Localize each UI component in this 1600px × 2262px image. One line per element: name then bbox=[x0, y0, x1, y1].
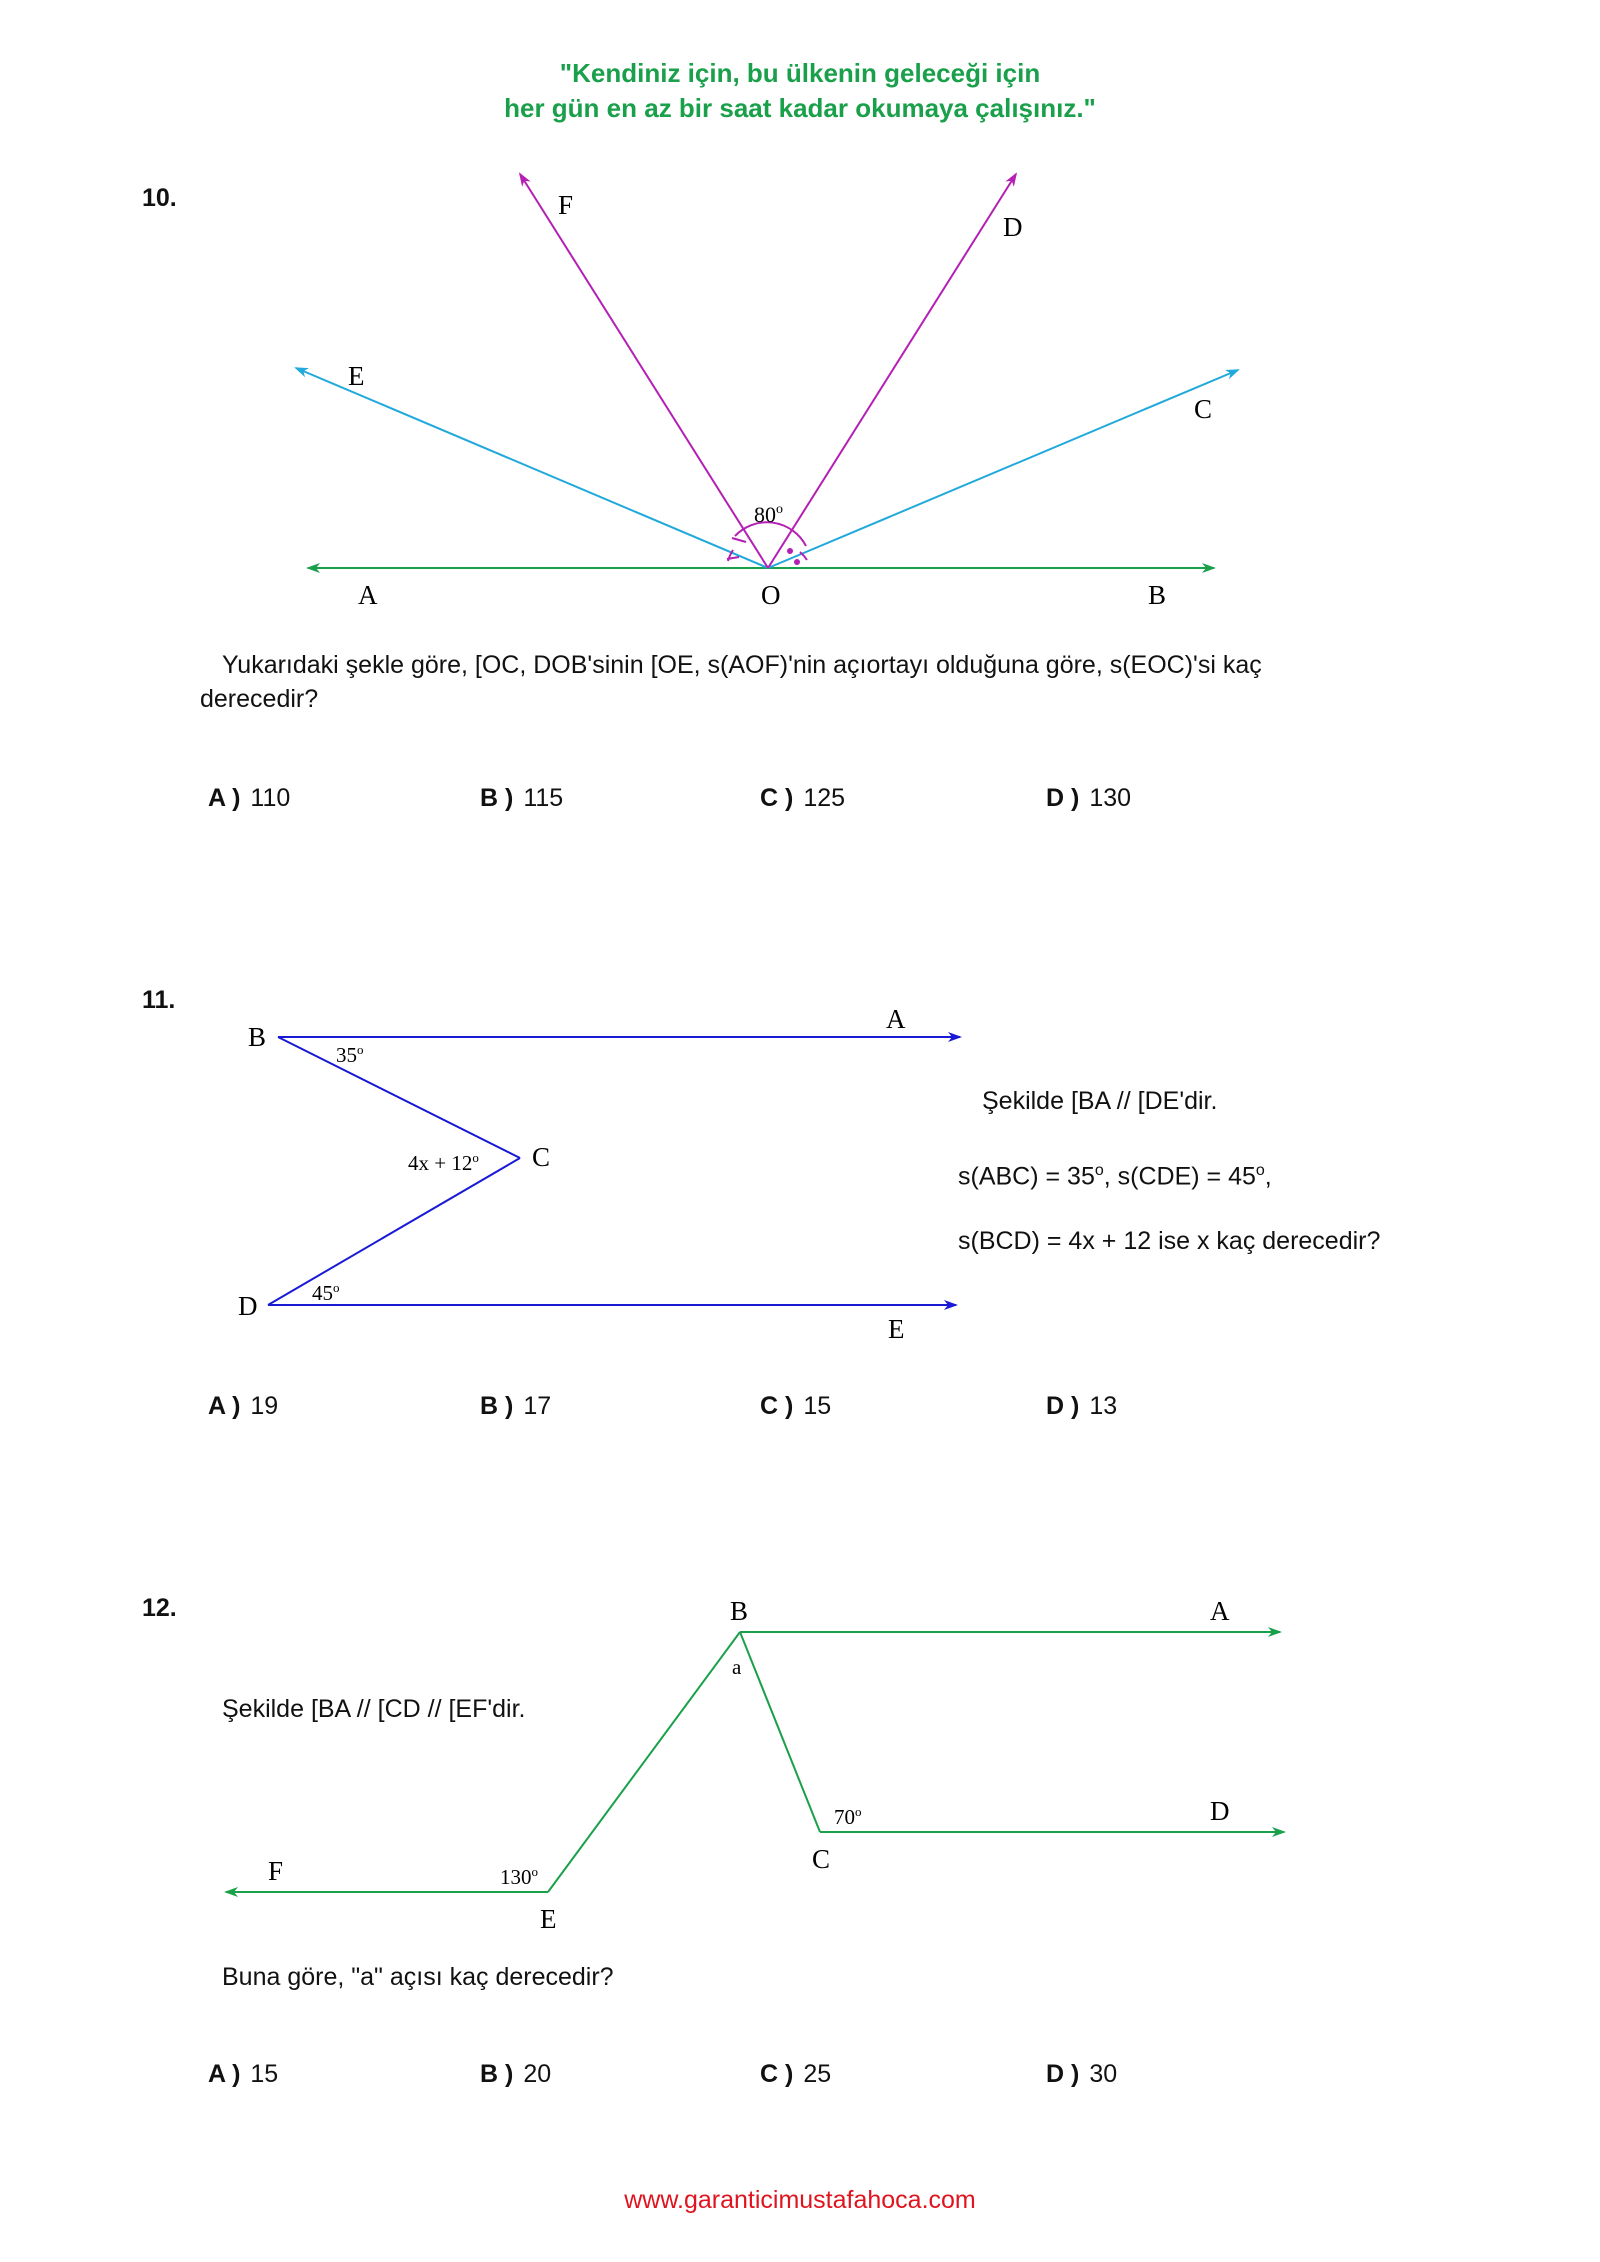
q10-option-a[interactable] bbox=[208, 784, 290, 813]
question-10-number: 10. bbox=[142, 184, 177, 212]
label-e: E bbox=[540, 1904, 557, 1934]
question-11-text-line-2 bbox=[958, 1154, 1272, 1193]
ray-oe bbox=[296, 368, 768, 568]
q10-option-d[interactable] bbox=[1046, 784, 1131, 813]
angle-label-80: 80$^o$ bbox=[754, 502, 783, 527]
ray-od bbox=[768, 174, 1016, 568]
label-d: D bbox=[238, 1291, 258, 1321]
option-letter: D ) bbox=[1046, 2060, 1080, 2088]
label-a: A bbox=[358, 580, 378, 610]
ray-oc bbox=[768, 370, 1238, 568]
option-letter: C ) bbox=[760, 1392, 794, 1420]
angle-tick-1 bbox=[732, 538, 746, 542]
option-value: 15 bbox=[803, 1392, 832, 1420]
angle-label-c: 70$^o$ bbox=[834, 1804, 862, 1829]
text-part: , s(CDE) = 45 bbox=[1103, 1162, 1256, 1191]
option-letter: C ) bbox=[760, 2060, 794, 2088]
angle-label-e: 130$^o$ bbox=[500, 1864, 538, 1889]
ray-of bbox=[520, 174, 768, 568]
option-value: 130 bbox=[1089, 784, 1132, 812]
text-part: s(ABC) = 35 bbox=[958, 1162, 1095, 1191]
option-value: 25 bbox=[803, 2060, 832, 2088]
label-b: B bbox=[730, 1596, 749, 1626]
question-12-text-line-1: Şekilde [BA // [CD // [EF'dir. bbox=[222, 1695, 526, 1723]
option-letter: B ) bbox=[480, 2060, 514, 2088]
label-a: A bbox=[886, 1004, 906, 1034]
motto-line-2: her gün en az bir saat kadar okumaya çalışınız." bbox=[504, 93, 1096, 123]
motto bbox=[0, 56, 1600, 126]
q11-option-d[interactable] bbox=[1046, 1392, 1117, 1421]
q12-option-a[interactable] bbox=[208, 2060, 278, 2089]
question-12-figure bbox=[0, 1590, 1600, 1940]
q10-option-c[interactable] bbox=[760, 784, 845, 813]
label-f: F bbox=[268, 1856, 284, 1886]
segment-bc bbox=[278, 1037, 520, 1158]
option-value: 17 bbox=[523, 1392, 552, 1420]
label-d: D bbox=[1210, 1796, 1230, 1826]
text-part: , bbox=[1264, 1162, 1272, 1191]
question-10-figure bbox=[0, 160, 1600, 620]
label-b: B bbox=[1148, 580, 1167, 610]
question-12-text-line-2: Buna göre, "a" açısı kaç derecedir? bbox=[222, 1963, 614, 1991]
label-c: C bbox=[812, 1844, 831, 1874]
motto-line-1: "Kendiniz için, bu ülkenin geleceği için bbox=[559, 58, 1041, 88]
angle-label-c: $4x + 12^o$ bbox=[408, 1150, 479, 1175]
q12-option-c[interactable] bbox=[760, 2060, 831, 2089]
degree-sign: o bbox=[1255, 1162, 1265, 1179]
label-c: C bbox=[1194, 394, 1213, 424]
option-value: 125 bbox=[803, 784, 846, 812]
question-11-text-line-3: s(BCD) = 4x + 12 ise x kaç derecedir? bbox=[958, 1227, 1381, 1255]
angle-label-b: 35$^o$ bbox=[336, 1042, 364, 1067]
label-d: D bbox=[1003, 212, 1023, 242]
option-letter: C ) bbox=[760, 784, 794, 812]
q12-option-b[interactable] bbox=[480, 2060, 551, 2089]
question-10-text-line-2: derecedir? bbox=[200, 685, 319, 713]
footer-website-link[interactable]: www.garanticimustafahoca.com bbox=[624, 2186, 976, 2214]
angle-label-d: 45$^o$ bbox=[312, 1280, 340, 1305]
label-angle-a: a bbox=[732, 1655, 742, 1679]
option-value: 115 bbox=[523, 784, 564, 812]
angle-dot-1 bbox=[787, 548, 793, 554]
option-letter: B ) bbox=[480, 1392, 514, 1420]
option-value: 19 bbox=[250, 1392, 279, 1420]
segment-bc bbox=[740, 1632, 820, 1832]
label-f: F bbox=[558, 190, 574, 220]
option-value: 110 bbox=[250, 784, 291, 812]
option-letter: A ) bbox=[208, 2060, 241, 2088]
label-e: E bbox=[888, 1314, 905, 1344]
angle-dot-2 bbox=[794, 559, 800, 565]
option-value: 30 bbox=[1089, 2060, 1118, 2088]
degree-sign: o bbox=[1094, 1162, 1104, 1179]
option-letter: D ) bbox=[1046, 1392, 1080, 1420]
question-11-text-line-1: Şekilde [BA // [DE'dir. bbox=[982, 1087, 1218, 1115]
label-e: E bbox=[348, 361, 365, 391]
option-letter: A ) bbox=[208, 1392, 241, 1420]
segment-be bbox=[548, 1632, 740, 1892]
segment-cd bbox=[268, 1158, 520, 1305]
option-letter: D ) bbox=[1046, 784, 1080, 812]
q12-option-d[interactable] bbox=[1046, 2060, 1117, 2089]
option-letter: A ) bbox=[208, 784, 241, 812]
option-letter: B ) bbox=[480, 784, 514, 812]
option-value: 13 bbox=[1089, 1392, 1118, 1420]
q11-option-a[interactable] bbox=[208, 1392, 278, 1421]
label-b: B bbox=[248, 1022, 267, 1052]
q11-option-b[interactable] bbox=[480, 1392, 551, 1421]
question-12-number: 12. bbox=[142, 1594, 177, 1622]
question-10-text-line-1: Yukarıdaki şekle göre, [OC, DOB'sinin [OE, s(AOF)'nin açıortayı olduğuna göre, s(EOC)'si kaç bbox=[222, 651, 1262, 679]
label-o: O bbox=[761, 580, 781, 610]
option-value: 15 bbox=[250, 2060, 279, 2088]
label-a: A bbox=[1210, 1596, 1230, 1626]
question-11-figure bbox=[0, 990, 1600, 1350]
q10-option-b[interactable] bbox=[480, 784, 563, 813]
option-value: 20 bbox=[523, 2060, 552, 2088]
label-c: C bbox=[532, 1142, 551, 1172]
question-11-number: 11. bbox=[142, 986, 176, 1014]
q11-option-c[interactable] bbox=[760, 1392, 831, 1421]
